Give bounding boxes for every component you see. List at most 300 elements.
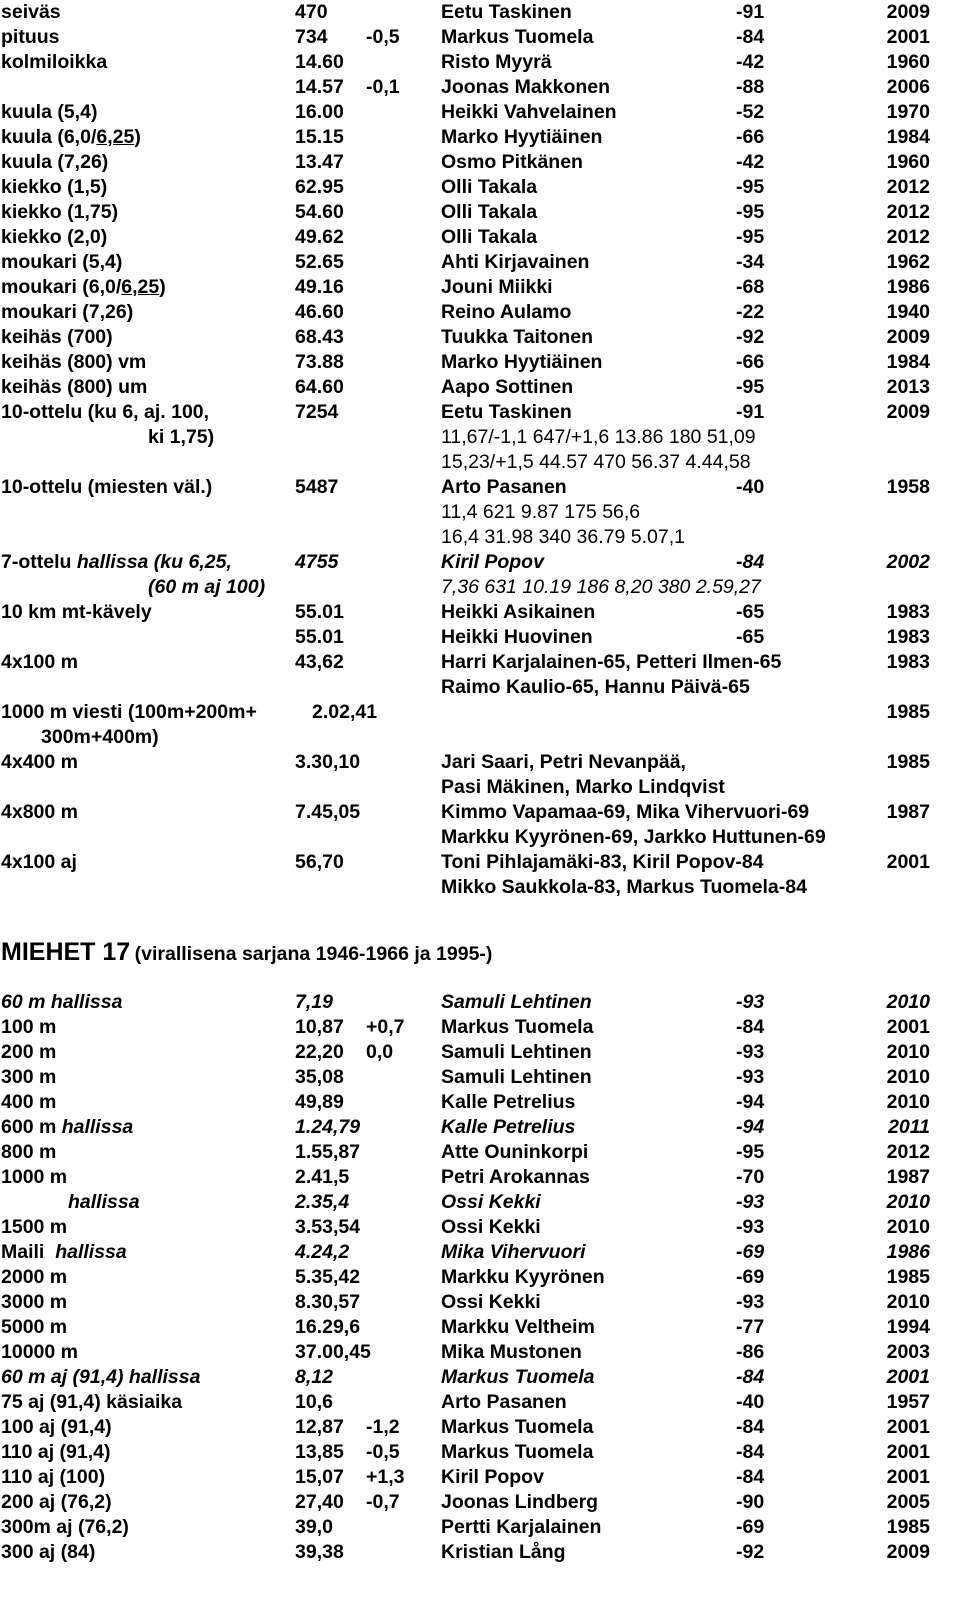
record-year: 1962	[886, 251, 930, 273]
relay-row	[0, 700, 960, 725]
record-row	[0, 1440, 960, 1465]
result: 37.00,45	[295, 1341, 371, 1363]
result: 734	[295, 26, 328, 48]
record-year: 1987	[886, 801, 930, 823]
event-name: 4x400 m	[1, 751, 78, 773]
team-members: Toni Pihlajamäki-83, Kiril Popov-84	[441, 851, 764, 873]
result: 2.35,4	[295, 1191, 350, 1213]
decathlon-men-detail-row	[0, 500, 960, 525]
result: 68.43	[295, 326, 344, 348]
event-name	[68, 1190, 140, 1215]
result: 16.00	[295, 101, 344, 123]
record-year: 2001	[886, 851, 930, 873]
result: 49,89	[295, 1091, 344, 1113]
event-name	[1, 1115, 133, 1140]
record-year: 2010	[886, 1091, 930, 1113]
athlete: Markus Tuomela	[441, 1441, 594, 1463]
record-year: 1985	[886, 1266, 930, 1288]
event-name-part: )	[134, 126, 141, 148]
record-row	[0, 1140, 960, 1165]
event-name: 75 aj (91,4) käsiaika	[1, 1391, 183, 1413]
record-year: 2010	[886, 1291, 930, 1313]
event-name: 10000 m	[1, 1341, 78, 1363]
record-row	[0, 1365, 960, 1390]
result: 4.24,2	[295, 1241, 350, 1263]
record-year: 2001	[886, 1466, 930, 1488]
heptathlon-detail-row	[0, 575, 960, 600]
record-year: 1958	[886, 476, 930, 498]
record-row	[0, 1390, 960, 1415]
event-name: 60 m hallissa	[1, 991, 123, 1013]
result: 470	[295, 1, 328, 23]
result: 2.41,5	[295, 1166, 350, 1188]
result: 8,12	[295, 1366, 333, 1388]
record-row	[0, 150, 960, 175]
event-name-indoor: hallissa (ku 6,25,	[76, 551, 232, 573]
record-row	[0, 225, 960, 250]
event-name: kuula (5,4)	[1, 101, 98, 123]
athlete: Joonas Lindberg	[441, 1491, 599, 1513]
birth-year: -66	[736, 351, 765, 373]
result: 3.30,10	[295, 751, 361, 773]
team-members: Raimo Kaulio-65, Hannu Päivä-65	[441, 676, 750, 698]
birth-year: -42	[736, 151, 765, 173]
result: 56,70	[295, 851, 344, 873]
record-year: 1960	[886, 51, 930, 73]
result: 5487	[295, 476, 339, 498]
birth-year: -95	[736, 226, 765, 248]
record-year: 2006	[886, 76, 930, 98]
birth-year: -68	[736, 276, 765, 298]
record-year: 2002	[886, 551, 930, 573]
birth-year: -84	[736, 1466, 765, 1488]
record-year: 2010	[886, 1191, 930, 1213]
relay-row	[0, 650, 960, 675]
event-name-underlined: 6,25	[96, 126, 135, 148]
record-year: 2009	[886, 326, 930, 348]
event-name-part: moukari (6,0/	[1, 276, 122, 298]
record-row	[0, 75, 960, 100]
event-name: moukari (7,26)	[1, 301, 134, 323]
birth-year: -65	[736, 626, 765, 648]
decathlon-detail-row	[0, 450, 960, 475]
event-name: 110 aj (91,4)	[1, 1441, 111, 1463]
record-row	[0, 100, 960, 125]
athlete: Risto Myyrä	[441, 51, 552, 73]
birth-year: -94	[736, 1116, 765, 1138]
record-year: 2010	[886, 1216, 930, 1238]
result: 15,07	[295, 1466, 344, 1488]
event-name: 300 m	[1, 1066, 57, 1088]
record-row	[0, 175, 960, 200]
record-row	[0, 25, 960, 50]
event-name-part: 600 m	[1, 1116, 62, 1138]
wind: -0,5	[366, 1441, 400, 1463]
athlete: Eetu Taskinen	[441, 1, 572, 23]
relay-row-continued	[0, 825, 960, 850]
athlete: Heikki Vahvelainen	[441, 101, 617, 123]
athlete: Markus Tuomela	[441, 1016, 594, 1038]
athlete: Heikki Huovinen	[441, 626, 593, 648]
event-name	[1, 275, 166, 300]
event-name	[1, 125, 141, 150]
event-name: 400 m	[1, 1091, 57, 1113]
record-year: 2005	[886, 1491, 930, 1513]
birth-year: -92	[736, 1541, 765, 1563]
birth-year: -95	[736, 1141, 765, 1163]
birth-year: -84	[736, 1366, 765, 1388]
result: 55.01	[295, 626, 344, 648]
athlete: Marko Hyytiäinen	[441, 351, 603, 373]
birth-year: -95	[736, 176, 765, 198]
athlete: Jouni Miikki	[441, 276, 553, 298]
event-name: 110 aj (100)	[1, 1466, 106, 1488]
result: 49.62	[295, 226, 344, 248]
event-name: 2000 m	[1, 1266, 68, 1288]
athlete: Heikki Asikainen	[441, 601, 596, 623]
record-year: 2001	[886, 1416, 930, 1438]
birth-year: -91	[736, 1, 765, 23]
birth-year: -42	[736, 51, 765, 73]
record-row	[0, 1540, 960, 1565]
athlete: Olli Takala	[441, 226, 538, 248]
record-row	[0, 1290, 960, 1315]
team-members: Markku Kyyrönen-69, Jarkko Huttunen-69	[441, 826, 826, 848]
record-year: 2001	[886, 1441, 930, 1463]
event-splits: 7,36 631 10.19 186 8,20 380 2.59,27	[441, 576, 761, 598]
birth-year: -95	[736, 376, 765, 398]
birth-year: -34	[736, 251, 765, 273]
record-year: 1983	[886, 651, 930, 673]
birth-year: -69	[736, 1266, 765, 1288]
birth-year: -65	[736, 601, 765, 623]
athlete: Samuli Lehtinen	[441, 1041, 592, 1063]
record-year: 1994	[886, 1316, 930, 1338]
birth-year: -93	[736, 1216, 765, 1238]
athlete: Mika Vihervuori	[441, 1241, 586, 1263]
event-name-part: 7-ottelu	[1, 551, 72, 573]
event-name: kolmiloikka	[1, 51, 108, 73]
record-row	[0, 50, 960, 75]
record-year: 1957	[886, 1391, 930, 1413]
event-name-indoor: hallissa	[68, 1191, 140, 1213]
record-row	[0, 300, 960, 325]
decathlon-detail-row	[0, 425, 960, 450]
event-name: keihäs (800) um	[1, 376, 148, 398]
record-year: 2010	[886, 991, 930, 1013]
record-year: 2010	[886, 1066, 930, 1088]
result: 2.02,41	[312, 701, 378, 723]
event-name: 5000 m	[1, 1316, 68, 1338]
birth-year: -84	[736, 1441, 765, 1463]
relay-row-continued	[0, 775, 960, 800]
event-name	[1, 550, 232, 575]
wind: -1,2	[366, 1416, 400, 1438]
event-name: pituus	[1, 26, 60, 48]
result: 27,40	[295, 1491, 344, 1513]
result: 4755	[295, 551, 339, 573]
birth-year: -90	[736, 1491, 765, 1513]
athlete: Kiril Popov	[441, 551, 544, 573]
event-name-indoor: hallissa	[55, 1241, 127, 1263]
athlete: Arto Pasanen	[441, 1391, 567, 1413]
athlete: Arto Pasanen	[441, 476, 567, 498]
team-members: Pasi Mäkinen, Marko Lindqvist	[441, 776, 725, 798]
event-name	[1, 1240, 127, 1265]
team-members: Mikko Saukkola-83, Markus Tuomela-84	[441, 876, 807, 898]
result: 52.65	[295, 251, 344, 273]
result: 8.30,57	[295, 1291, 361, 1313]
athlete: Markus Tuomela	[441, 1416, 594, 1438]
event-name: 4x100 aj	[1, 851, 77, 873]
birth-year: -94	[736, 1091, 765, 1113]
event-name-part: )	[159, 276, 166, 298]
athlete: Ossi Kekki	[441, 1216, 541, 1238]
record-row	[0, 1465, 960, 1490]
result: 16.29,6	[295, 1316, 361, 1338]
athlete: Mika Mustonen	[441, 1341, 582, 1363]
event-name-part: Maili	[1, 1241, 56, 1263]
birth-year: -86	[736, 1341, 765, 1363]
record-year: 2003	[886, 1341, 930, 1363]
event-name: 60 m aj (91,4) hallissa	[1, 1366, 201, 1388]
birth-year: -69	[736, 1516, 765, 1538]
result: 12,87	[295, 1416, 344, 1438]
birth-year: -93	[736, 1191, 765, 1213]
birth-year: -84	[736, 1016, 765, 1038]
record-row	[0, 1190, 960, 1215]
decathlon-men-detail-row	[0, 525, 960, 550]
result: 39,38	[295, 1541, 344, 1563]
athlete: Osmo Pitkänen	[441, 151, 583, 173]
athlete: Tuukka Taitonen	[441, 326, 594, 348]
event-name: 1000 m viesti (100m+200m+	[1, 701, 257, 723]
record-row	[0, 250, 960, 275]
record-row	[0, 1090, 960, 1115]
result: 13,85	[295, 1441, 344, 1463]
team-members: Harri Karjalainen-65, Petteri Ilmen-65	[441, 651, 782, 673]
decathlon-men-row	[0, 475, 960, 500]
athlete: Pertti Karjalainen	[441, 1516, 602, 1538]
result: 14.57	[295, 76, 344, 98]
record-row	[0, 1215, 960, 1240]
record-row	[0, 1065, 960, 1090]
record-year: 2012	[886, 226, 930, 248]
birth-year: -84	[736, 551, 765, 573]
record-year: 1986	[886, 276, 930, 298]
event-name: kuula (7,26)	[1, 151, 109, 173]
record-row	[0, 1340, 960, 1365]
birth-year: -22	[736, 301, 765, 323]
athlete: Markus Tuomela	[441, 26, 594, 48]
athlete: Eetu Taskinen	[441, 401, 572, 423]
birth-year: -66	[736, 126, 765, 148]
event-name: keihäs (800) vm	[1, 351, 147, 373]
wind: -0,5	[366, 26, 400, 48]
event-name: 1500 m	[1, 1216, 68, 1238]
event-name: 200 aj (76,2)	[1, 1491, 112, 1513]
record-year: 1985	[886, 701, 930, 723]
result: 73.88	[295, 351, 344, 373]
athlete: Markus Tuomela	[441, 1366, 595, 1388]
event-splits: 16,4 31.98 340 36.79 5.07,1	[441, 526, 685, 548]
athlete: Marko Hyytiäinen	[441, 126, 603, 148]
event-name-continued: (60 m aj 100)	[148, 576, 266, 598]
record-row	[0, 0, 960, 25]
result: 1.55,87	[295, 1141, 361, 1163]
athlete: Aapo Sottinen	[441, 376, 574, 398]
event-name: seiväs	[1, 1, 61, 23]
result: 46.60	[295, 301, 344, 323]
event-name-underlined: 6,25	[121, 276, 160, 298]
event-name-part: kuula (6,0/	[1, 126, 97, 148]
result: 7,19	[295, 991, 333, 1013]
record-row	[0, 1490, 960, 1515]
result: 10,87	[295, 1016, 344, 1038]
event-name: keihäs (700)	[1, 326, 113, 348]
record-year: 2009	[886, 1, 930, 23]
event-splits: 15,23/+1,5 44.57 470 56.37 4.44,58	[441, 451, 751, 473]
result: 14.60	[295, 51, 344, 73]
record-row	[0, 1415, 960, 1440]
record-year: 2013	[886, 376, 930, 398]
record-year: 1983	[886, 601, 930, 623]
birth-year: -93	[736, 991, 765, 1013]
athlete: Reino Aulamo	[441, 301, 572, 323]
birth-year: -40	[736, 476, 765, 498]
result: 5.35,42	[295, 1266, 361, 1288]
wind: -0,7	[366, 1491, 400, 1513]
birth-year: -91	[736, 401, 765, 423]
birth-year: -70	[736, 1166, 765, 1188]
event-name: 200 m	[1, 1041, 57, 1063]
relay-row	[0, 800, 960, 825]
result: 10,6	[295, 1391, 333, 1413]
record-row	[0, 1115, 960, 1140]
athlete: Kristian Lång	[441, 1541, 566, 1563]
event-splits: 11,67/-1,1 647/+1,6 13.86 180 51,09	[441, 426, 756, 448]
athlete: Olli Takala	[441, 201, 538, 223]
record-row	[0, 1015, 960, 1040]
record-year: 1970	[886, 101, 930, 123]
record-year: 2011	[888, 1116, 930, 1138]
record-year: 2001	[886, 1016, 930, 1038]
record-year: 2012	[886, 176, 930, 198]
result: 3.53,54	[295, 1216, 361, 1238]
result: 13.47	[295, 151, 344, 173]
heptathlon-row	[0, 550, 960, 575]
record-year: 1984	[886, 351, 930, 373]
record-year: 2009	[886, 401, 930, 423]
event-name: kiekko (1,75)	[1, 201, 119, 223]
record-row	[0, 625, 960, 650]
wind: +0,7	[366, 1016, 405, 1038]
relay-row	[0, 850, 960, 875]
decathlon-row	[0, 400, 960, 425]
record-year: 2009	[886, 1541, 930, 1563]
result: 49.16	[295, 276, 344, 298]
relay-row-continued	[0, 675, 960, 700]
event-name: 1000 m	[1, 1166, 68, 1188]
event-name: 300 aj (84)	[1, 1541, 96, 1563]
record-year: 1983	[886, 626, 930, 648]
event-name: 800 m	[1, 1141, 57, 1163]
record-year: 2001	[886, 26, 930, 48]
record-year: 2012	[886, 201, 930, 223]
birth-year: -93	[736, 1041, 765, 1063]
record-year: 1960	[886, 151, 930, 173]
athlete: Kiril Popov	[441, 1466, 544, 1488]
relay-row	[0, 750, 960, 775]
event-name: 4x800 m	[1, 801, 78, 823]
relay-row-continued	[0, 725, 960, 750]
event-name-continued: 300m+400m)	[41, 726, 159, 748]
record-year: 1985	[886, 1516, 930, 1538]
athlete: Ahti Kirjavainen	[441, 251, 590, 273]
record-row	[0, 1515, 960, 1540]
record-row	[0, 1040, 960, 1065]
record-row	[0, 1165, 960, 1190]
birth-year: -93	[736, 1066, 765, 1088]
relay-row-continued	[0, 875, 960, 900]
section-subtitle: (virallisena sarjana 1946-1966 ja 1995-)	[134, 943, 493, 965]
record-year: 2001	[886, 1366, 930, 1388]
record-row	[0, 200, 960, 225]
result: 1.24,79	[295, 1116, 361, 1138]
record-year: 2010	[886, 1041, 930, 1063]
record-row	[0, 125, 960, 150]
athlete: Markku Veltheim	[441, 1316, 595, 1338]
athlete: Samuli Lehtinen	[441, 991, 592, 1013]
record-row	[0, 375, 960, 400]
record-row	[0, 990, 960, 1015]
athlete: Kalle Petrelius	[441, 1091, 576, 1113]
record-year: 1986	[886, 1241, 930, 1263]
record-row	[0, 325, 960, 350]
birth-year: -69	[736, 1241, 765, 1263]
result: 54.60	[295, 201, 344, 223]
event-name: 10-ottelu (miesten väl.)	[1, 476, 213, 498]
record-year: 1984	[886, 126, 930, 148]
wind: 0,0	[366, 1041, 394, 1063]
athlete: Ossi Kekki	[441, 1291, 541, 1313]
record-row	[0, 1265, 960, 1290]
result: 7.45,05	[295, 801, 361, 823]
result: 43,62	[295, 651, 344, 673]
record-row	[0, 350, 960, 375]
athlete: Olli Takala	[441, 176, 538, 198]
event-name-continued: ki 1,75)	[148, 426, 215, 448]
result: 22,20	[295, 1041, 344, 1063]
event-name: 100 m	[1, 1016, 57, 1038]
event-name: 10 km mt-kävely	[1, 601, 152, 623]
result: 35,08	[295, 1066, 344, 1088]
birth-year: -84	[736, 26, 765, 48]
event-name: 300m aj (76,2)	[1, 1516, 129, 1538]
athlete: Joonas Makkonen	[441, 76, 611, 98]
athlete: Ossi Kekki	[441, 1191, 541, 1213]
result: 55.01	[295, 601, 344, 623]
record-row	[0, 1240, 960, 1265]
result: 39,0	[295, 1516, 333, 1538]
section-heading	[1, 935, 492, 969]
record-year: 1987	[886, 1166, 930, 1188]
team-members: Kimmo Vapamaa-69, Mika Vihervuori-69	[441, 801, 810, 823]
event-name: kiekko (2,0)	[1, 226, 108, 248]
birth-year: -77	[736, 1316, 765, 1338]
record-year: 2012	[886, 1141, 930, 1163]
athlete: Markku Kyyrönen	[441, 1266, 605, 1288]
